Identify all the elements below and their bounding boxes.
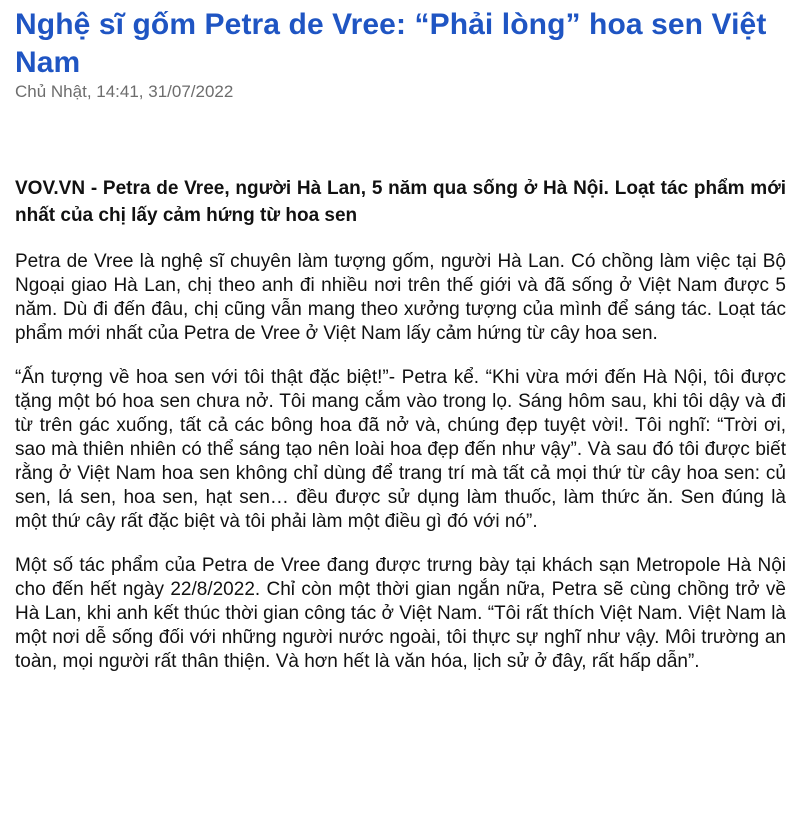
article-paragraph-1: Petra de Vree là nghệ sĩ chuyên làm tượng gốm, người Hà Lan. Có chồng làm việc tại Bộ Ngoại giao Hà Lan, chị theo anh đi nhiều nơi trên thế giới và đã sống ở Việt Nam được 5 năm. Dù đi đến đâu, chị cũng vẫn mang theo xưởng tượng của mình để sáng tác. Loạt tác phẩm mới nhất của Petra de Vree ở Việt Nam lấy cảm hứng từ cây hoa sen.	[15, 251, 786, 344]
media-spacer	[15, 102, 786, 175]
article-title: Nghệ sĩ gốm Petra de Vree: “Phải lòng” hoa sen Việt Nam	[15, 8, 767, 79]
article-paragraph-3: Một số tác phẩm của Petra de Vree đang được trưng bày tại khách sạn Metropole Hà Nội cho đến hết ngày 22/8/2022. Chỉ còn một thời gian ngắn nữa, Petra sẽ cùng chồng trở về Hà Lan, khi anh kết thúc thời gian công tác ở Việt Nam. “Tôi rất thích Việt Nam. Việt Nam là một nơi dễ sống đối với những người nước ngoài, tôi thực sự nghĩ như vậy. Môi trường an toàn, mọi người rất thân thiện. Và hơn hết là văn hóa, lịch sử ở đây, rất hấp dẫn”.	[15, 555, 786, 672]
article	[0, 6, 800, 674]
article-paragraph-2: “Ấn tượng về hoa sen với tôi thật đặc biệt!”- Petra kể. “Khi vừa mới đến Hà Nội, tôi được tặng một bó hoa sen chưa nở. Tôi mang cắm vào trong lọ. Sáng hôm sau, khi tôi dậy và đi từ trên gác xuống, tất cả các bông hoa đã nở và, chúng đẹp tuyệt vời!. Tôi nghĩ: “Trời ơi, sao mà thiên nhiên có thể sáng tạo nên loài hoa đẹp đến như vậy”. Và sau đó tôi được biết rằng ở Việt Nam hoa sen không chỉ dùng để trang trí mà tất cả mọi thứ từ cây hoa sen: củ sen, lá sen, hoa sen, hạt sen… đều được sử dụng làm thuốc, làm thức ăn. Sen đúng là một thứ cây rất đặc biệt và tôi phải làm một điều gì đó với nó”.	[15, 367, 786, 532]
article-date: Chủ Nhật, 14:41, 31/07/2022	[15, 82, 234, 101]
article-lead: VOV.VN - Petra de Vree, người Hà Lan, 5 năm qua sống ở Hà Nội. Loạt tác phẩm mới nhất của chị lấy cảm hứng từ hoa sen	[15, 178, 786, 226]
